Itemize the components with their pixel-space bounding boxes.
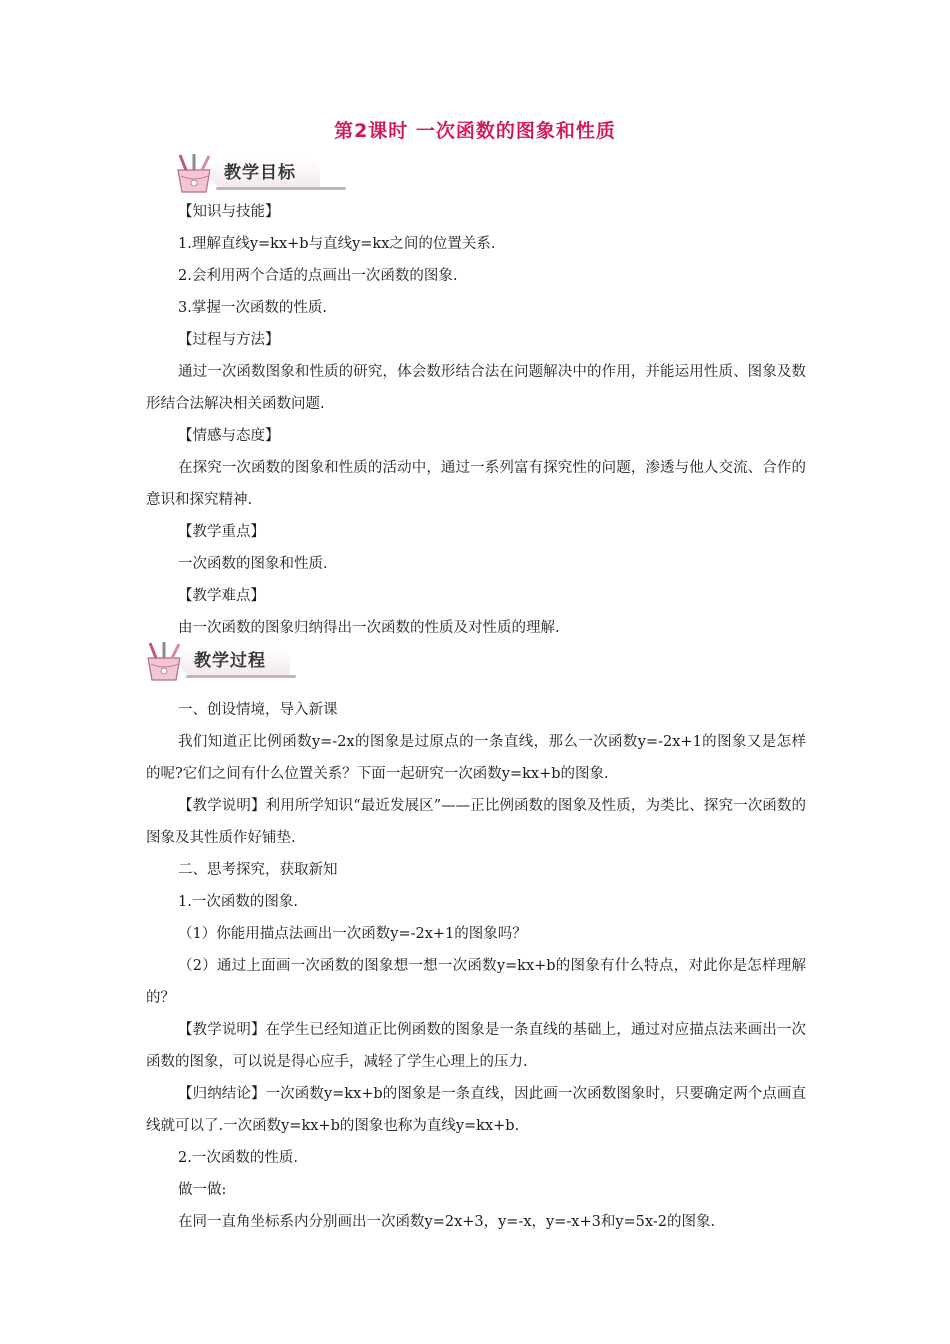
paragraph: 我们知道正比例函数y=-2x的图象是过原点的一条直线，那么一次函数y=-2x+1的图象又是怎样的呢?它们之间有什么位置关系？下面一起研究一次函数y=kx+b的图象. <box>146 734 806 782</box>
paragraph: （1）你能用描点法画出一次函数y=-2x+1的图象吗？ <box>178 926 527 942</box>
section-title-goals: 教学目标 <box>210 158 320 188</box>
paragraph: 做一做: <box>178 1182 227 1198</box>
content-body <box>146 196 806 1238</box>
subheading: 【教学难点】 <box>178 588 265 604</box>
paragraph: 【教学说明】在学生已经知道正比例函数的图象是一条直线的基础上，通过对应描点法来画出一次函数的图象，可以说是得心应手，减轻了学生心理上的压力. <box>146 1022 806 1070</box>
banner-underline <box>216 187 346 190</box>
banner-underline <box>186 675 296 678</box>
paragraph: 在同一直角坐标系内分别画出一次函数y=2x+3，y=-x，y=-x+3和y=5x-2的图象. <box>178 1214 716 1230</box>
subheading: 【教学重点】 <box>178 524 265 540</box>
page-title: 第2课时 一次函数的图象和性质 <box>334 120 616 142</box>
paragraph: 在探究一次函数的图象和性质的活动中，通过一系列富有探究性的问题，渗透与他人交流、合作的意识和探究精神. <box>146 460 806 508</box>
subheading: 【知识与技能】 <box>178 204 280 220</box>
goals-list <box>146 196 806 644</box>
section-banner-process <box>142 640 302 682</box>
subheading: 【过程与方法】 <box>178 332 280 348</box>
subheading: 【情感与态度】 <box>178 428 280 444</box>
process-list <box>146 694 806 1238</box>
section-title-process: 教学过程 <box>180 646 290 676</box>
paragraph: 二、思考探究，获取新知 <box>178 862 338 878</box>
section-banner-goals <box>172 152 352 194</box>
paragraph: 3.掌握一次函数的性质. <box>178 300 327 316</box>
paragraph: 通过一次函数图象和性质的研究，体会数形结合法在问题解决中的作用，并能运用性质、图象及数形结合法解决相关函数问题. <box>146 364 806 412</box>
paragraph: 1.理解直线y=kx+b与直线y=kx之间的位置关系. <box>178 236 496 252</box>
paragraph: 2.会利用两个合适的点画出一次函数的图象. <box>178 268 458 284</box>
paragraph: 2.一次函数的性质. <box>178 1150 298 1166</box>
paragraph: 【归纳结论】一次函数y=kx+b的图象是一条直线，因此画一次函数图象时，只要确定两个点画直线就可以了.一次函数y=kx+b的图象也称为直线y=kx+b. <box>146 1086 806 1134</box>
paragraph: 1.一次函数的图象. <box>178 894 298 910</box>
paragraph: （2）通过上面画一次函数的图象想一想一次函数y=kx+b的图象有什么特点，对此你是怎样理解的？ <box>146 958 806 1006</box>
paragraph: 【教学说明】利用所学知识“最近发展区”——正比例函数的图象及性质，为类比、探究一次函数的图象及其性质作好铺垫. <box>146 798 806 846</box>
paragraph: 一次函数的图象和性质. <box>178 556 328 572</box>
paragraph: 一、创设情境，导入新课 <box>178 702 338 718</box>
paragraph: 由一次函数的图象归纳得出一次函数的性质及对性质的理解. <box>178 620 560 636</box>
